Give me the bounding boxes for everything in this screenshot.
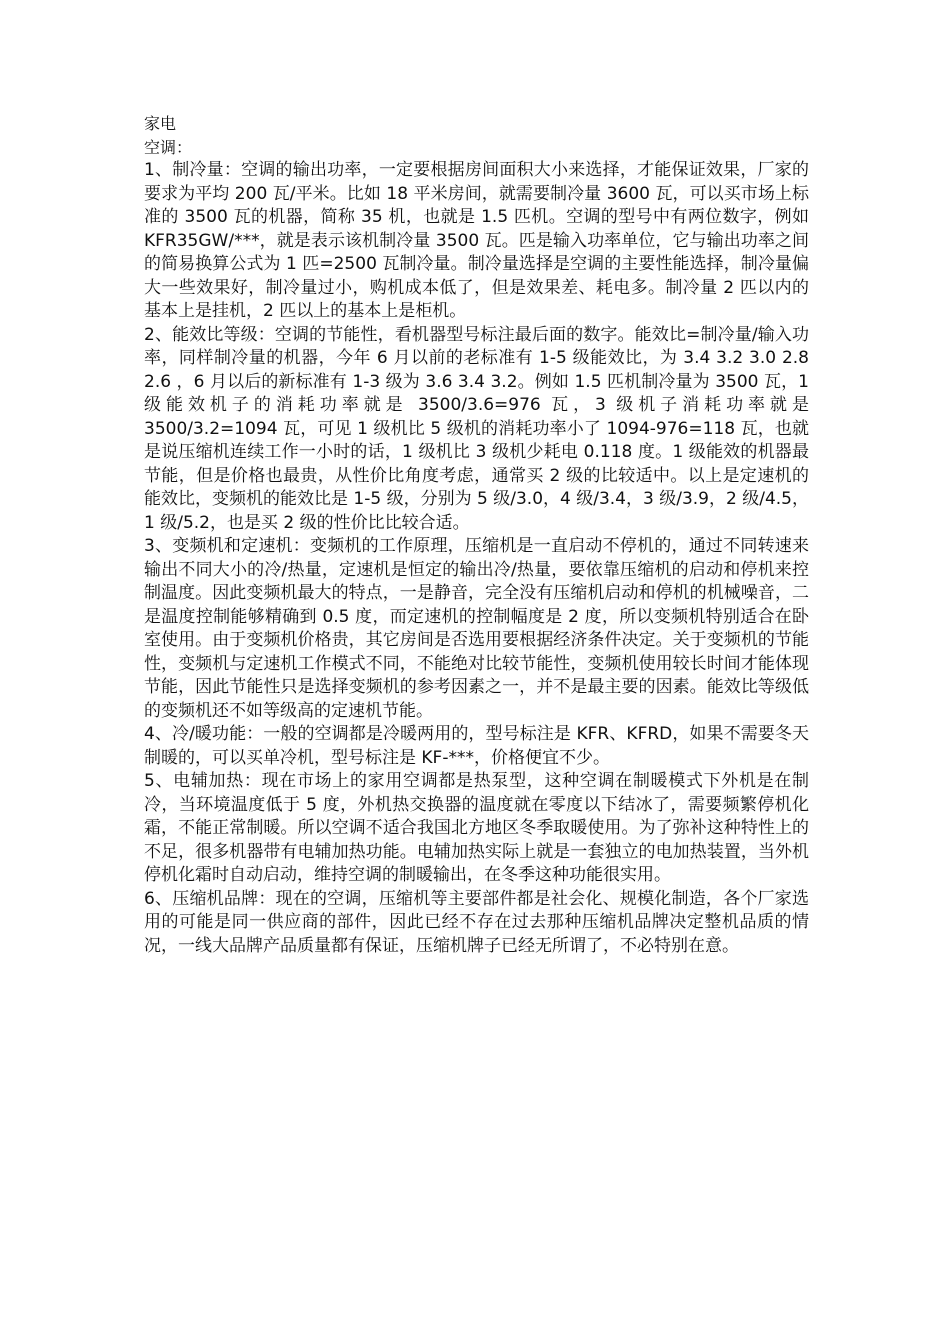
- section-energy-efficiency: 2、能效比等级：空调的节能性，看机器型号标注最后面的数字。能效比=制冷量/输入功率，同样制冷量的机器，今年 6 月以前的老标准有 1-5 级能效比，为 3.4 3.2 3.0 2.8 2.6 ，6 月以后的新标准有 1-3 级为 3.6 3.4 3.2。例如 1.5 匹机制冷量为 3500 瓦，1 级能效机子的消耗功率就是 3500/3.6=976 瓦，3 级机子消耗功率就是 3500/3.2=1094 瓦，可见 1 级机比 5 级机的消耗功率小了 1094-976=118 瓦，也就是说压缩机连续工作一小时的话，1 级机比 3 级机少耗电 0.118 度。1 级能效的机器最节能，但是价格也最贵，从性价比角度考虑，通常买 2 级的比较适中。以上是定速机的能效比，变频机的能效比是 1-5 级，分别为 5 级/3.0，4 级/3.4，3 级/3.9，2 级/4.5，1 级/5.2，也是买 2 级的性价比比较合适。: [144, 324, 809, 533]
- section-inverter-vs-fixed: 3、变频机和定速机：变频机的工作原理，压缩机是一直启动不停机的，通过不同转速来输出不同大小的冷/热量，定速机是恒定的输出冷/热量，要依靠压缩机的启动和停机来控制温度。因此变频机最大的特点，一是静音，完全没有压缩机启动和停机的机械噪音，二是温度控制能够精确到 0.5 度，而定速机的控制幅度是 2 度，所以变频机特别适合在卧室使用。由于变频机价格贵，其它房间是否选用要根据经济条件决定。关于变频机的节能性，变频机与定速机工作模式不同，不能绝对比较节能性，变频机使用较长时间才能体现节能，因此节能性只是选择变频机的参考因素之一，并不是最主要的因素。能效比等级低的变频机还不如等级高的定速机节能。: [144, 536, 809, 721]
- section-electric-aux-heating: 5、电辅加热：现在市场上的家用空调都是热泵型，这种空调在制暖模式下外机是在制冷，当环境温度低于 5 度，外机热交换器的温度就在零度以下结冰了，需要频繁停机化霜，不能正常制暖。所以空调不适合我国北方地区冬季取暖使用。为了弥补这种特性上的不足，很多机器带有电辅加热功能。电辅加热实际上就是一套独立的电加热装置，当外机停机化霜时自动启动，维持空调的制暖输出，在冬季这种功能很实用。: [144, 771, 809, 885]
- section-cool-heat-function: 4、冷/暖功能：一般的空调都是冷暖两用的，型号标注是 KFR、KFRD，如果不需要冬天制暖的，可以买单冷机，型号标注是 KF-***，价格便宜不少。: [144, 724, 809, 768]
- section-compressor-brand: 6、压缩机品牌：现在的空调，压缩机等主要部件都是社会化、规模化制造，各个厂家选用的可能是同一供应商的部件，因此已经不存在过去那种压缩机品牌决定整机品质的情况，一线大品牌产品质量都有保证，压缩机牌子已经无所谓了，不必特别在意。: [144, 888, 809, 956]
- document-body: [144, 112, 809, 958]
- doc-title: 家电: [144, 114, 177, 133]
- doc-subtitle: 空调：: [144, 137, 193, 157]
- section-cooling-capacity: 1、制冷量：空调的输出功率，一定要根据房间面积大小来选择，才能保证效果，厂家的要求为平均 200 瓦/平米。比如 18 平米房间，就需要制冷量 3600 瓦，可以买市场上标准的 3500 瓦的机器，简称 35 机，也就是 1.5 匹机。空调的型号中有两位数字，例如 KFR35GW/***，就是表示该机制冷量 3500 瓦。匹是输入功率单位，它与输出功率之间的简易换算公式为 1 匹=2500 瓦制冷量。制冷量选择是空调的主要性能选择，制冷量偏大一些效果好，制冷量过小，购机成本低了，但是效果差、耗电多。制冷量 2 匹以内的基本上是挂机，2 匹以上的基本上是柜机。: [144, 160, 809, 321]
